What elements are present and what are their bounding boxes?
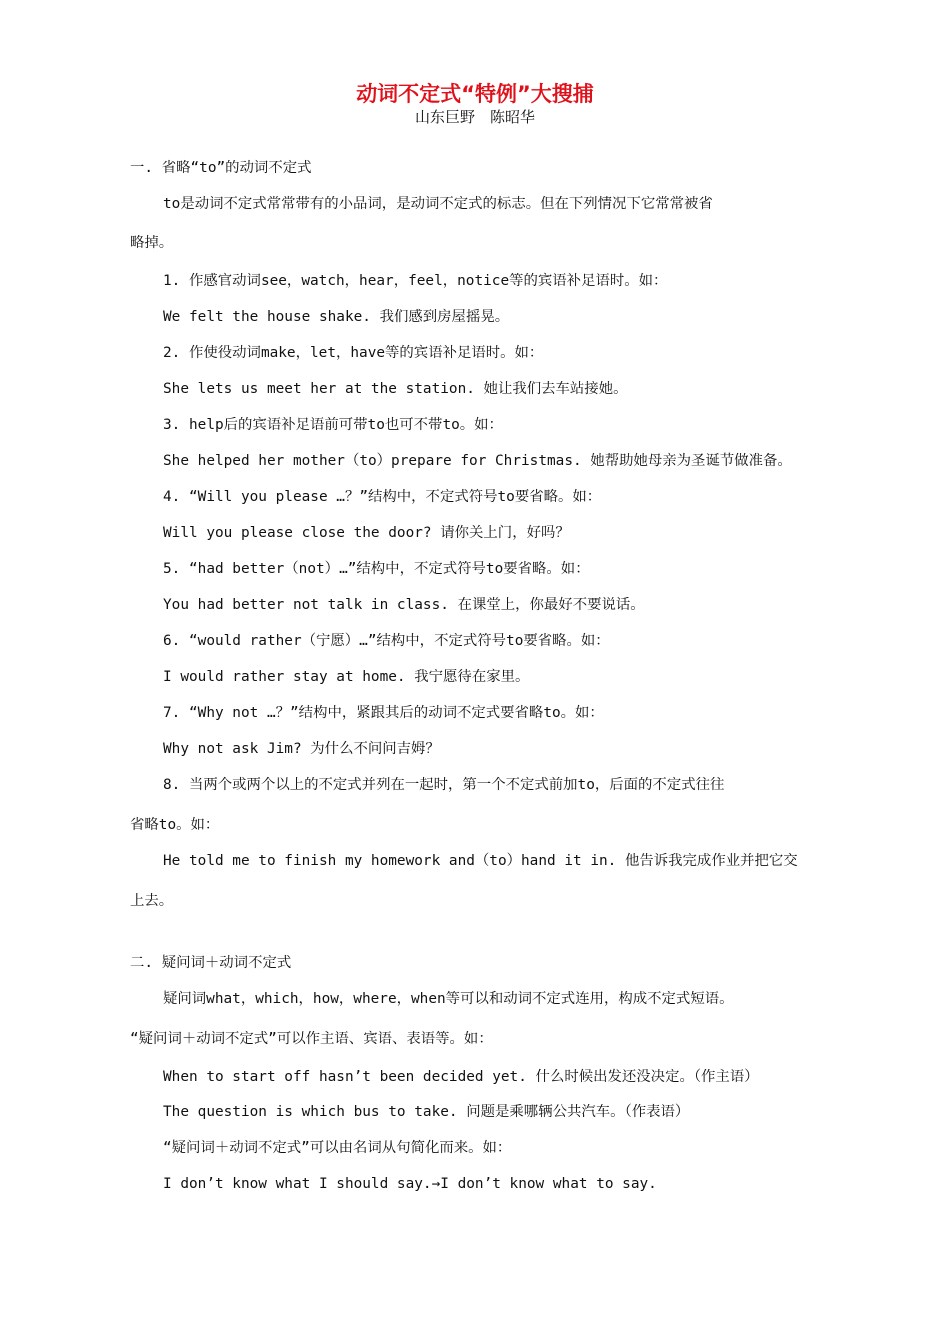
section-1-intro-line-1: to是动词不定式常常带有的小品词，是动词不定式的标志。但在下列情况下它常常被省 (163, 196, 713, 212)
rule-3: 3. help后的宾语补足语前可带to也可不带to。如： (163, 417, 503, 433)
section-2-intro-line-1: 疑问词what，which，how，where，when等可以和动词不定式连用，构成不定式短语。 (163, 991, 734, 1007)
rule-2-example: She lets us meet her at the station. 她让我们去车站接她。 (163, 381, 628, 397)
section-1-intro-line-2: 略掉。 (130, 235, 174, 251)
rule-1: 1. 作感官动词see，watch，hear，feel，notice等的宾语补足语时。如： (163, 273, 668, 289)
section-2-example-1: When to start off hasn’t been decided yet. 什么时候出发还没决定。（作主语） (163, 1069, 759, 1085)
section-2-example-2: The question is which bus to take. 问题是乘哪辆公共汽车。（作表语） (163, 1104, 690, 1120)
rule-4: 4. “Will you please …？”结构中，不定式符号to要省略。如： (163, 489, 602, 505)
rule-8-line-2: 省略to。如： (130, 817, 220, 833)
rule-8-line-1: 8. 当两个或两个以上的不定式并列在一起时，第一个不定式前加to，后面的不定式往往 (163, 777, 725, 793)
rule-5-example: You had better not talk in class. 在课堂上，你最好不要说话。 (163, 597, 645, 613)
rule-7: 7. “Why not …？”结构中，紧跟其后的动词不定式要省略to。如： (163, 705, 604, 721)
rule-4-example: Will you please close the door? 请你关上门，好吗？ (163, 525, 570, 541)
rule-8-example-line-2: 上去。 (130, 893, 174, 909)
rule-8-example-line-1: He told me to finish my homework and（to）hand it in. 他告诉我完成作业并把它交 (163, 853, 798, 869)
rule-1-example: We felt the house shake. 我们感到房屋摇晃。 (163, 309, 510, 325)
page-title: 动词不定式“特例”大搜捕 (356, 82, 594, 106)
section-1-heading: 一. 省略“to”的动词不定式 (130, 160, 312, 176)
section-2-example-3: I don’t know what I should say.→I don’t know what to say. (163, 1176, 657, 1192)
section-2-heading: 二. 疑问词＋动词不定式 (130, 955, 292, 971)
rule-3-example: She helped her mother（to）prepare for Christmas. 她帮助她母亲为圣诞节做准备。 (163, 453, 792, 469)
rule-2: 2. 作使役动词make，let，have等的宾语补足语时。如： (163, 345, 544, 361)
section-2-intro-line-2: “疑问词＋动词不定式”可以作主语、宾语、表语等。如： (130, 1031, 493, 1047)
rule-7-example: Why not ask Jim? 为什么不问问吉姆？ (163, 741, 440, 757)
author-line: 山东巨野 陈昭华 (414, 108, 535, 126)
rule-5: 5. “had better（not）…”结构中，不定式符号to要省略。如： (163, 561, 590, 577)
rule-6: 6. “would rather（宁愿）…”结构中，不定式符号to要省略。如： (163, 633, 610, 649)
section-2-note: “疑问词＋动词不定式”可以由名词从句简化而来。如： (163, 1140, 512, 1156)
rule-6-example: I would rather stay at home. 我宁愿待在家里。 (163, 669, 530, 685)
